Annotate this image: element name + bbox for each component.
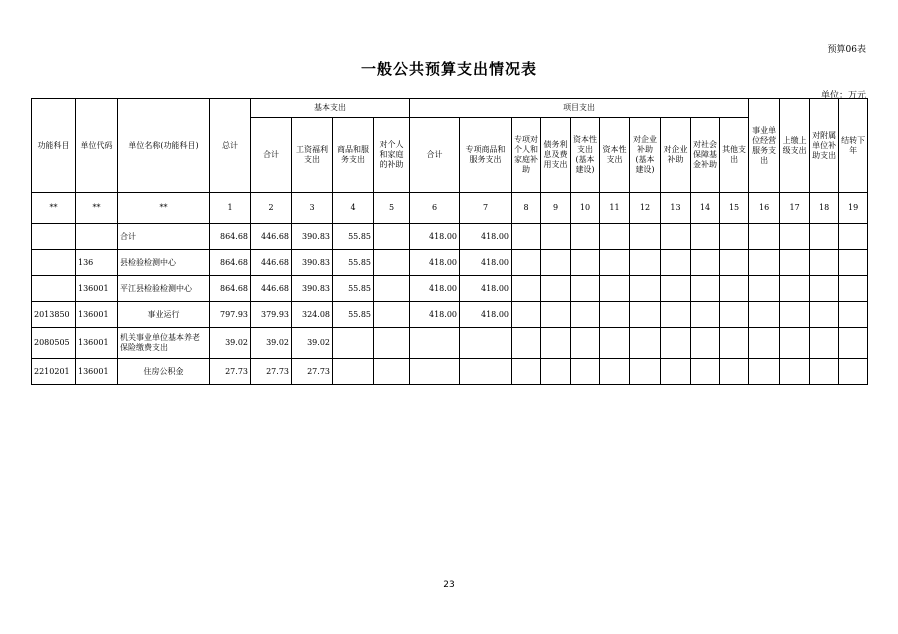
- index-cell: 5: [374, 193, 410, 224]
- cell-empty: [780, 224, 810, 250]
- index-cell: 15: [720, 193, 749, 224]
- cell-total: 797.93: [210, 302, 251, 328]
- header-special-personal: 专项对个人和家庭补助: [512, 118, 541, 193]
- cell-empty: [720, 250, 749, 276]
- cell-total: 864.68: [210, 250, 251, 276]
- index-cell: **: [118, 193, 210, 224]
- cell-empty: [541, 328, 571, 359]
- cell-empty: [749, 328, 780, 359]
- cell-goods: 55.85: [333, 250, 374, 276]
- header-basic-subtotal: 合计: [251, 118, 292, 193]
- header-func-code: 功能科目: [32, 99, 76, 193]
- cell-project-subtotal: [410, 328, 460, 359]
- header-enterprise: 对企业补助: [661, 118, 691, 193]
- cell-empty: [780, 250, 810, 276]
- cell-unit-code: 136001: [76, 276, 118, 302]
- table-row: [32, 328, 868, 359]
- cell-unit-name: 县检验检测中心: [118, 250, 210, 276]
- index-cell: 6: [410, 193, 460, 224]
- cell-project-subtotal: 418.00: [410, 224, 460, 250]
- cell-unit-code: 136001: [76, 359, 118, 385]
- cell-empty: [600, 359, 630, 385]
- cell-total: 864.68: [210, 276, 251, 302]
- page-number: 23: [443, 580, 455, 590]
- index-cell: 13: [661, 193, 691, 224]
- cell-special-goods: [460, 328, 512, 359]
- cell-empty: [661, 224, 691, 250]
- cell-project-subtotal: [410, 359, 460, 385]
- cell-empty: [512, 302, 541, 328]
- cell-empty: [720, 328, 749, 359]
- header-unit-code: 单位代码: [76, 99, 118, 193]
- index-cell: 12: [630, 193, 661, 224]
- cell-empty: [571, 276, 600, 302]
- index-cell: 1: [210, 193, 251, 224]
- index-cell: 19: [839, 193, 868, 224]
- index-cell: 10: [571, 193, 600, 224]
- cell-empty: [810, 224, 839, 250]
- cell-empty: [600, 250, 630, 276]
- cell-total: 864.68: [210, 224, 251, 250]
- cell-unit-code: [76, 224, 118, 250]
- cell-empty: [630, 359, 661, 385]
- cell-empty: [374, 224, 410, 250]
- cell-empty: [512, 224, 541, 250]
- cell-empty: [780, 359, 810, 385]
- cell-empty: [839, 359, 868, 385]
- cell-empty: [600, 302, 630, 328]
- cell-wages: 27.73: [292, 359, 333, 385]
- header-hand-up: 上缴上级支出: [780, 99, 810, 193]
- cell-total: 27.73: [210, 359, 251, 385]
- cell-unit-name: 事业运行: [118, 302, 210, 328]
- header-project-subtotal: 合计: [410, 118, 460, 193]
- cell-empty: [720, 276, 749, 302]
- cell-unit-code: 136: [76, 250, 118, 276]
- cell-empty: [600, 276, 630, 302]
- cell-unit-name: 平江县检验检测中心: [118, 276, 210, 302]
- cell-unit-code: 136001: [76, 302, 118, 328]
- header-basic-group: 基本支出: [251, 99, 410, 118]
- cell-empty: [810, 328, 839, 359]
- cell-wages: 390.83: [292, 224, 333, 250]
- index-cell: 8: [512, 193, 541, 224]
- cell-basic-subtotal: 27.73: [251, 359, 292, 385]
- header-subordinate: 对附属单位补助支出: [810, 99, 839, 193]
- cell-basic-subtotal: 39.02: [251, 328, 292, 359]
- cell-empty: [691, 359, 720, 385]
- index-cell: 11: [600, 193, 630, 224]
- cell-empty: [600, 224, 630, 250]
- cell-empty: [839, 328, 868, 359]
- cell-empty: [630, 276, 661, 302]
- cell-empty: [541, 250, 571, 276]
- cell-empty: [691, 302, 720, 328]
- index-cell: 14: [691, 193, 720, 224]
- cell-goods: 55.85: [333, 276, 374, 302]
- index-cell: 16: [749, 193, 780, 224]
- index-cell: 2: [251, 193, 292, 224]
- cell-unit-name: 合计: [118, 224, 210, 250]
- cell-empty: [810, 276, 839, 302]
- index-cell: 7: [460, 193, 512, 224]
- cell-goods: [333, 359, 374, 385]
- index-cell: 17: [780, 193, 810, 224]
- cell-empty: [374, 250, 410, 276]
- cell-special-goods: 418.00: [460, 224, 512, 250]
- cell-empty: [512, 359, 541, 385]
- cell-empty: [630, 328, 661, 359]
- header-other: 其他支出: [720, 118, 749, 193]
- header-special-goods: 专项商品和服务支出: [460, 118, 512, 193]
- cell-empty: [749, 224, 780, 250]
- cell-empty: [810, 359, 839, 385]
- cell-special-goods: 418.00: [460, 302, 512, 328]
- header-business: 事业单位经营服务支出: [749, 99, 780, 193]
- cell-empty: [661, 359, 691, 385]
- table-row: [32, 224, 868, 250]
- cell-empty: [541, 224, 571, 250]
- header-capital-other: 资本性支出: [600, 118, 630, 193]
- cell-goods: [333, 328, 374, 359]
- cell-project-subtotal: 418.00: [410, 250, 460, 276]
- cell-empty: [374, 276, 410, 302]
- cell-empty: [374, 302, 410, 328]
- cell-unit-name: 住房公积金: [118, 359, 210, 385]
- index-cell: 18: [810, 193, 839, 224]
- form-number: 预算06表: [827, 45, 866, 55]
- cell-empty: [661, 250, 691, 276]
- cell-empty: [691, 224, 720, 250]
- header-capital-capex: 资本性支出(基本建设): [571, 118, 600, 193]
- table-row: [32, 302, 868, 328]
- cell-wages: 39.02: [292, 328, 333, 359]
- cell-empty: [749, 250, 780, 276]
- cell-empty: [691, 250, 720, 276]
- cell-project-subtotal: 418.00: [410, 276, 460, 302]
- cell-func-code: 2080505: [32, 328, 76, 359]
- cell-wages: 390.83: [292, 276, 333, 302]
- cell-wages: 324.08: [292, 302, 333, 328]
- cell-func-code: [32, 224, 76, 250]
- cell-empty: [630, 250, 661, 276]
- cell-special-goods: [460, 359, 512, 385]
- header-wages: 工资福利支出: [292, 118, 333, 193]
- cell-empty: [661, 328, 691, 359]
- cell-empty: [780, 276, 810, 302]
- cell-empty: [661, 302, 691, 328]
- cell-basic-subtotal: 446.68: [251, 276, 292, 302]
- index-row: [32, 193, 868, 224]
- header-project-group: 项目支出: [410, 99, 749, 118]
- page-title: 一般公共预算支出情况表: [360, 60, 537, 78]
- cell-empty: [810, 302, 839, 328]
- cell-empty: [512, 328, 541, 359]
- table-row: [32, 250, 868, 276]
- header-goods-services: 商品和服务支出: [333, 118, 374, 193]
- cell-empty: [691, 276, 720, 302]
- cell-empty: [541, 302, 571, 328]
- cell-empty: [374, 359, 410, 385]
- header-carryover: 结转下年: [839, 99, 868, 193]
- cell-goods: 55.85: [333, 302, 374, 328]
- cell-empty: [720, 302, 749, 328]
- header-personal-family: 对个人和家庭的补助: [374, 118, 410, 193]
- cell-special-goods: 418.00: [460, 250, 512, 276]
- unit-label: 单位：万元: [820, 91, 866, 101]
- cell-wages: 390.83: [292, 250, 333, 276]
- cell-empty: [749, 359, 780, 385]
- cell-goods: 55.85: [333, 224, 374, 250]
- cell-empty: [780, 302, 810, 328]
- cell-empty: [541, 276, 571, 302]
- cell-basic-subtotal: 446.68: [251, 224, 292, 250]
- cell-empty: [571, 328, 600, 359]
- cell-basic-subtotal: 446.68: [251, 250, 292, 276]
- cell-empty: [720, 359, 749, 385]
- cell-func-code: [32, 276, 76, 302]
- cell-empty: [810, 250, 839, 276]
- cell-empty: [749, 302, 780, 328]
- cell-empty: [839, 276, 868, 302]
- index-cell: **: [76, 193, 118, 224]
- budget-table: [31, 98, 868, 385]
- cell-empty: [691, 328, 720, 359]
- header-enterprise-capex: 对企业补助(基本建设): [630, 118, 661, 193]
- cell-empty: [571, 359, 600, 385]
- cell-special-goods: 418.00: [460, 276, 512, 302]
- cell-empty: [571, 302, 600, 328]
- cell-basic-subtotal: 379.93: [251, 302, 292, 328]
- cell-empty: [374, 328, 410, 359]
- cell-empty: [780, 328, 810, 359]
- header-unit-name: 单位名称(功能科目): [118, 99, 210, 193]
- cell-empty: [839, 224, 868, 250]
- header-total: 总计: [210, 99, 251, 193]
- cell-unit-code: 136001: [76, 328, 118, 359]
- cell-empty: [512, 250, 541, 276]
- cell-empty: [571, 224, 600, 250]
- cell-empty: [839, 302, 868, 328]
- cell-func-code: 2013850: [32, 302, 76, 328]
- cell-total: 39.02: [210, 328, 251, 359]
- cell-empty: [630, 302, 661, 328]
- cell-empty: [839, 250, 868, 276]
- cell-empty: [661, 276, 691, 302]
- header-debt-interest: 债务利息及费用支出: [541, 118, 571, 193]
- table-row: [32, 359, 868, 385]
- index-cell: **: [32, 193, 76, 224]
- cell-empty: [571, 250, 600, 276]
- index-cell: 4: [333, 193, 374, 224]
- cell-empty: [541, 359, 571, 385]
- cell-empty: [749, 276, 780, 302]
- cell-empty: [720, 224, 749, 250]
- cell-project-subtotal: 418.00: [410, 302, 460, 328]
- cell-empty: [600, 328, 630, 359]
- cell-empty: [630, 224, 661, 250]
- cell-empty: [512, 276, 541, 302]
- index-cell: 3: [292, 193, 333, 224]
- cell-func-code: 2210201: [32, 359, 76, 385]
- cell-func-code: [32, 250, 76, 276]
- header-social-security: 对社会保障基金补助: [691, 118, 720, 193]
- index-cell: 9: [541, 193, 571, 224]
- cell-unit-name: 机关事业单位基本养老保险缴费支出: [118, 328, 210, 359]
- table-row: [32, 276, 868, 302]
